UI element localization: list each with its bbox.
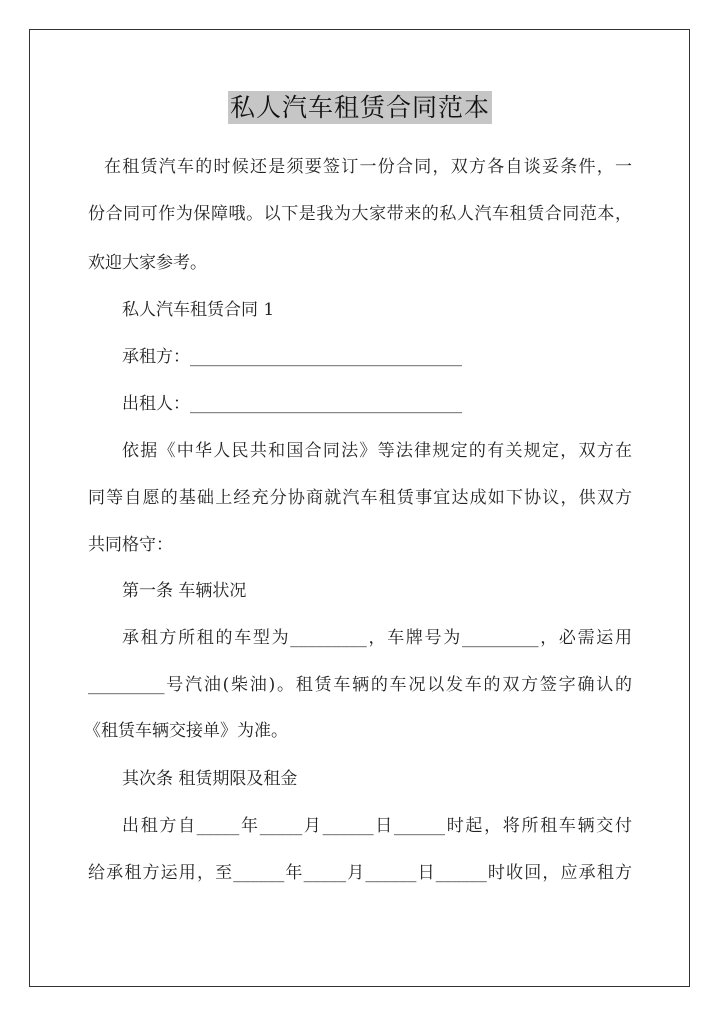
- paragraph-line: 给承租方运用，至______年_____月______日______时收回，应承租方: [88, 863, 632, 883]
- document-title: 私人汽车租赁合同范本: [229, 93, 490, 122]
- paragraph-line: 欢迎大家参考。: [88, 253, 207, 273]
- paragraph-line: 出租方自_____年_____月______日______时起，将所租车辆交付: [122, 816, 632, 836]
- paragraph-line: 在租赁汽车的时候还是须要签订一份合同，双方各自谈妥条件，一: [104, 157, 632, 177]
- paragraph-line: 同等自愿的基础上经充分协商就汽车租赁事宜达成如下协议，供双方: [88, 488, 632, 508]
- paragraph-line: 共同格守：: [88, 535, 173, 555]
- lessee-field: 承租方：________________________________: [122, 347, 462, 367]
- paragraph-line: 承租方所租的车型为_________，车牌号为_________，必需运用: [122, 628, 632, 648]
- paragraph-line: 依据《中华人民共和国合同法》等法律规定的有关规定，双方在: [122, 441, 632, 461]
- article-heading: 第一条 车辆状况: [122, 581, 247, 601]
- paragraph-line: 《租赁车辆交接单》为准。: [84, 721, 288, 741]
- article-heading: 其次条 租赁期限及租金: [122, 769, 298, 789]
- document-title-wrap: [0, 88, 720, 124]
- contract-heading: 私人汽车租赁合同 1: [122, 300, 275, 320]
- paragraph-line: _________号汽油(柴油)。租赁车辆的车况以发车的双方签字确认的: [88, 675, 632, 695]
- lessor-field: 出租人：________________________________: [122, 394, 462, 414]
- paragraph-line: 份合同可作为保障哦。以下是我为大家带来的私人汽车租赁合同范本，: [88, 204, 632, 224]
